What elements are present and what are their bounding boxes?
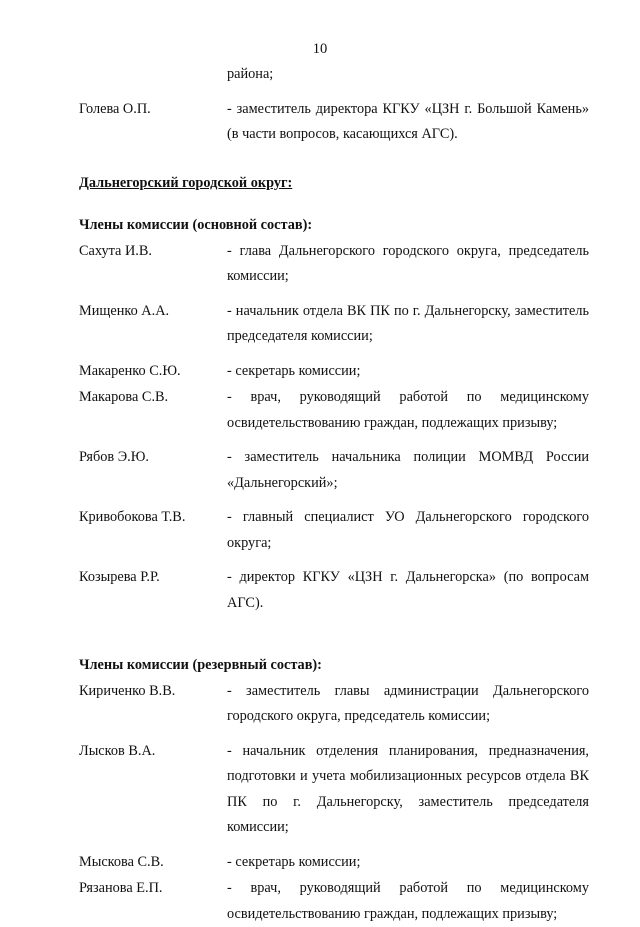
- intro-continuation-text: района;: [227, 62, 589, 88]
- member-role: - начальник отделения планирования, предназначения, подготовки и учета мобилизационных ресурсов отдела ВК ПК по г. Дальнегорску, заместитель председателя комиссии;: [227, 739, 589, 841]
- member-role: - секретарь комиссии;: [227, 359, 589, 385]
- member-name: Кириченко В.В.: [79, 679, 227, 730]
- reserve-members-list: [79, 679, 589, 927]
- main-members-heading: Члены комиссии (основной состав):: [79, 213, 589, 239]
- member-role: - врач, руководящий работой по медицинскому освидетельствованию граждан, подлежащих призыву;: [227, 876, 589, 927]
- member-name: Рязанова Е.П.: [79, 876, 227, 927]
- list-item: [79, 445, 589, 496]
- member-name: Голева О.П.: [79, 97, 227, 148]
- main-members-list: [79, 239, 589, 617]
- intro-continuation-row: [79, 62, 589, 88]
- member-name: Сахута И.В.: [79, 239, 227, 290]
- document-body: [79, 62, 589, 927]
- member-role: - заместитель главы администрации Дальнегорского городского округа, председатель комиссии;: [227, 679, 589, 730]
- list-item: [79, 739, 589, 841]
- member-name: Козырева Р.Р.: [79, 565, 227, 616]
- list-item: [79, 876, 589, 927]
- member-role: - главный специалист УО Дальнегорского городского округа;: [227, 505, 589, 556]
- district-title: Дальнегорский городской округ:: [79, 171, 589, 197]
- member-role: - директор КГКУ «ЦЗН г. Дальнегорска» (по вопросам АГС).: [227, 565, 589, 616]
- list-item: [79, 505, 589, 556]
- list-item: [79, 299, 589, 350]
- reserve-members-heading: Члены комиссии (резервный состав):: [79, 653, 589, 679]
- member-role: - глава Дальнегорского городского округа, председатель комиссии;: [227, 239, 589, 290]
- list-item: [79, 239, 589, 290]
- list-item: [79, 850, 589, 876]
- page-number: 10: [0, 41, 640, 58]
- member-name: Мыскова С.В.: [79, 850, 227, 876]
- member-role: - заместитель начальника полиции МОМВД России «Дальнегорский»;: [227, 445, 589, 496]
- member-role: - врач, руководящий работой по медицинскому освидетельствованию граждан, подлежащих призыву;: [227, 385, 589, 436]
- member-role: - заместитель директора КГКУ «ЦЗН г. Большой Камень» (в части вопросов, касающихся АГС).: [227, 97, 589, 148]
- intro-entry: [79, 97, 589, 148]
- member-name: Кривобокова Т.В.: [79, 505, 227, 556]
- member-role: - начальник отдела ВК ПК по г. Дальнегорску, заместитель председателя комиссии;: [227, 299, 589, 350]
- member-role: - секретарь комиссии;: [227, 850, 589, 876]
- list-item: [79, 359, 589, 385]
- list-item: [79, 565, 589, 616]
- member-name: Макаренко С.Ю.: [79, 359, 227, 385]
- member-name: Лысков В.А.: [79, 739, 227, 841]
- member-name: Макарова С.В.: [79, 385, 227, 436]
- member-name: Рябов Э.Ю.: [79, 445, 227, 496]
- list-item: [79, 385, 589, 436]
- member-name: Мищенко А.А.: [79, 299, 227, 350]
- list-item: [79, 679, 589, 730]
